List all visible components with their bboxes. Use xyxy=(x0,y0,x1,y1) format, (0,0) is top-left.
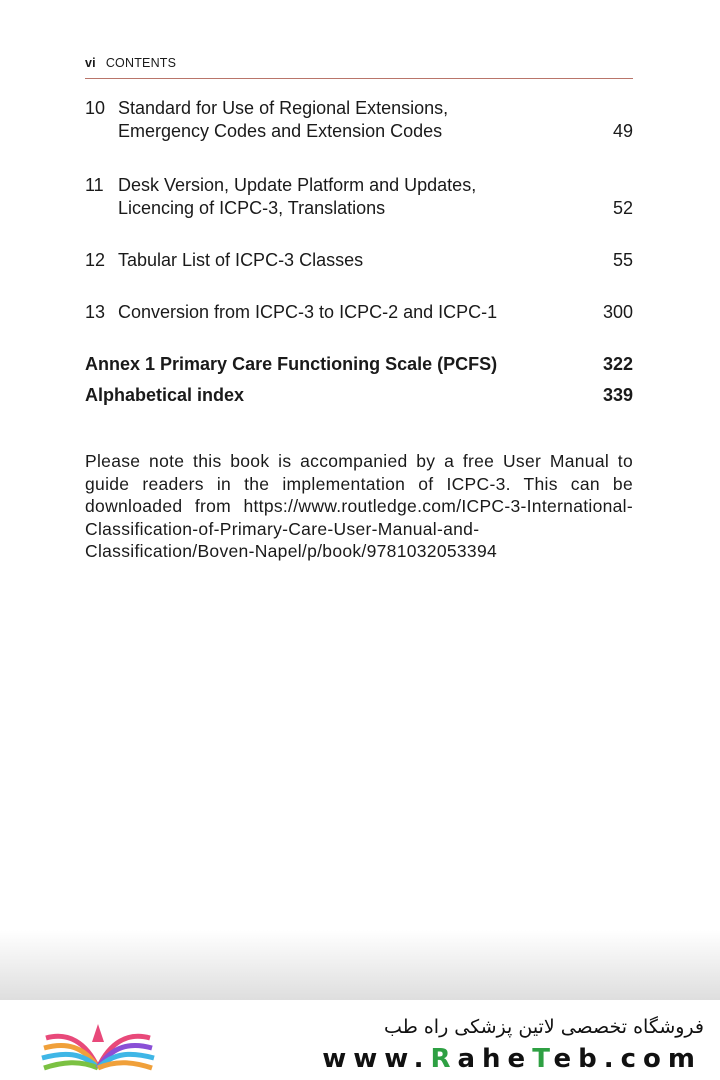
toc-entry[interactable] xyxy=(85,97,633,145)
toc-entry[interactable] xyxy=(85,174,633,222)
chapter-page: 49 xyxy=(612,121,633,141)
chapter-number: 13 xyxy=(85,302,106,322)
toc-entry[interactable] xyxy=(85,301,633,325)
section-title: CONTENTS xyxy=(105,56,177,70)
chapter-title-line: Standard for Use of Regional Extensions, xyxy=(118,98,449,118)
chapter-number: 12 xyxy=(85,250,106,270)
chapter-title-line: Emergency Codes and Extension Codes xyxy=(118,121,443,141)
page-folio: vi xyxy=(85,56,96,70)
annex-page: 322 xyxy=(602,354,633,374)
chapter-title-line: Conversion from ICPC-3 to ICPC-2 and ICPC-1 xyxy=(118,302,498,322)
chapter-page: 55 xyxy=(612,250,633,270)
watermark-banner xyxy=(0,1000,720,1080)
page-edge-shadow xyxy=(0,930,720,1000)
running-head xyxy=(85,56,633,70)
chapter-title xyxy=(118,249,548,272)
chapter-title xyxy=(118,97,548,143)
shop-url[interactable] xyxy=(282,1044,702,1074)
chapter-title-line: Desk Version, Update Platform and Updates, xyxy=(118,175,477,195)
chapter-title xyxy=(118,301,548,324)
url-part: eb.com xyxy=(553,1044,702,1074)
toc-entry-annex[interactable] xyxy=(85,353,633,377)
toc-entry[interactable] xyxy=(85,249,633,273)
user-manual-note: Please note this book is accompanied by a free User Manual to guide readers in the implementation of ICPC-3. This can be downloaded from https://www.routledge.com/ICPC-3-International-Classification-of-Primary-Care-User-Manual-and-Classification/Boven-Napel/p/book/9781032053394 xyxy=(85,451,633,561)
index-title: Alphabetical index xyxy=(85,385,245,405)
chapter-number: 10 xyxy=(85,98,106,118)
header-rule xyxy=(85,78,633,79)
toc-entry-index[interactable] xyxy=(85,384,633,408)
annex-title: Annex 1 Primary Care Functioning Scale (PCFS) xyxy=(85,354,498,374)
chapter-title-line: Tabular List of ICPC-3 Classes xyxy=(118,250,364,270)
open-book-icon xyxy=(38,1012,158,1074)
shop-name: فروشگاه تخصصی لاتین پزشکی راه طب xyxy=(384,1016,704,1038)
url-accent: R xyxy=(430,1044,458,1074)
url-accent: T xyxy=(532,1044,554,1074)
chapter-page: 300 xyxy=(602,302,633,322)
url-part: www. xyxy=(322,1044,431,1074)
index-page: 339 xyxy=(602,385,633,405)
url-part: ahe xyxy=(457,1044,533,1074)
chapter-title-line: Licencing of ICPC-3, Translations xyxy=(118,198,386,218)
chapter-title xyxy=(118,174,548,220)
chapter-page: 52 xyxy=(612,198,633,218)
chapter-number: 11 xyxy=(85,175,104,195)
